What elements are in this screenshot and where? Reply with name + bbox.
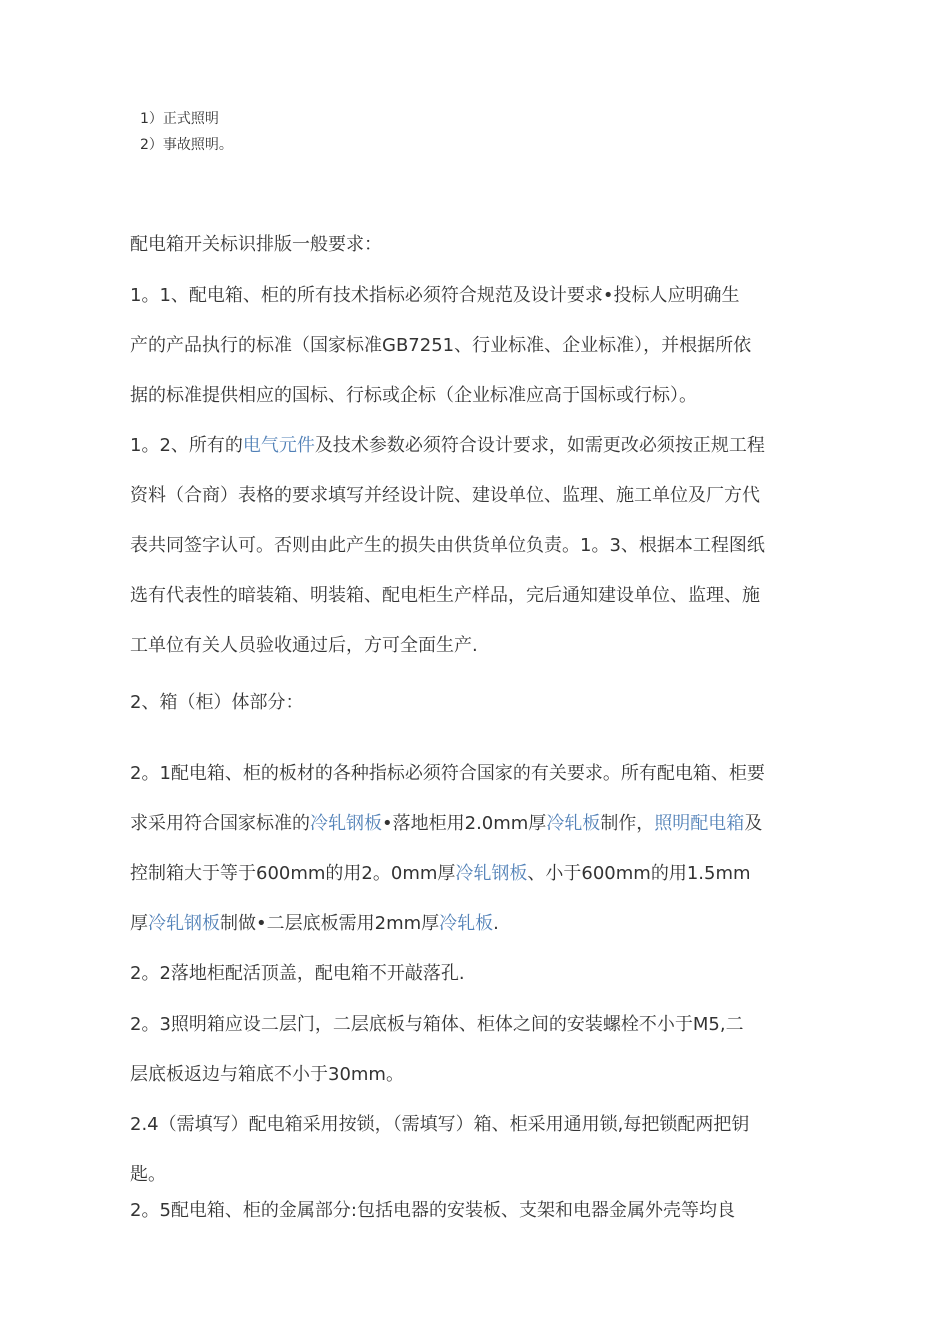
list-item: 1）正式照明 xyxy=(140,111,219,127)
text-line xyxy=(130,899,820,949)
section-heading: 2、箱（柜）体部分： xyxy=(130,692,304,713)
link-electrical-components[interactable]: 电气元件 xyxy=(242,435,315,456)
text-line: 表共同签字认可。否则由此产生的损失由供货单位负责。1。3、根据本工程图纸 xyxy=(130,535,765,556)
text-span: 厚 xyxy=(130,913,148,934)
link-lighting-distribution-box[interactable]: 照明配电箱 xyxy=(654,813,745,834)
text-line: 资料（合商）表格的要求填写并经设计院、建设单位、监理、施工单位及厂方代 xyxy=(130,485,760,506)
list-item: 2）事故照明。 xyxy=(140,137,233,153)
text-line: 工单位有关人员验收通过后，方可全面生产. xyxy=(130,635,478,656)
text-line: 匙。 xyxy=(130,1164,166,1185)
text-line: 2.4（需填写）配电箱采用按锁，（需填写）箱、柜采用通用锁,每把锁配两把钥 xyxy=(130,1114,750,1135)
text-line xyxy=(130,799,820,849)
link-cold-rolled-plate[interactable]: 冷轧板 xyxy=(439,913,494,934)
link-cold-rolled-steel[interactable]: 冷轧钢板 xyxy=(148,913,220,934)
text-span: 及 xyxy=(744,813,763,834)
section-heading: 配电箱开关标识排版一般要求： xyxy=(130,234,382,255)
text-span: 制作， xyxy=(600,813,655,834)
link-cold-rolled-steel[interactable]: 冷轧钢板 xyxy=(455,863,528,884)
text-span: 、小于600mm的用1.5mm xyxy=(527,863,751,884)
text-span: •落地柜用2.0mm厚 xyxy=(382,813,547,834)
text-line: 2。1配电箱、柜的板材的各种指标必须符合国家的有关要求。所有配电箱、柜要 xyxy=(130,763,765,784)
text-line xyxy=(130,849,820,899)
link-cold-rolled-plate[interactable]: 冷轧板 xyxy=(546,813,601,834)
paragraph-2-2: 2。2落地柜配活顶盖，配电箱不开敲落孔. xyxy=(130,963,465,984)
paragraph-2-5: 2。5配电箱、柜的金属部分:包括电器的安装板、支架和电器金属外壳等均良 xyxy=(130,1200,735,1221)
text-span: 1。2、所有的 xyxy=(130,435,243,456)
text-line: 2。3照明箱应设二层门，二层底板与箱体、柜体之间的安装螺栓不小于M5,二 xyxy=(130,1014,744,1035)
text-line: 据的标准提供相应的国标、行标或企标（企业标准应高于国标或行标）。 xyxy=(130,385,697,406)
text-line: 选有代表性的暗装箱、明装箱、配电柜生产样品，完后通知建设单位、监理、施 xyxy=(130,585,760,606)
lighting-list xyxy=(140,106,233,158)
text-span: 求采用符合国家标准的 xyxy=(130,813,310,834)
link-cold-rolled-steel[interactable]: 冷轧钢板 xyxy=(310,813,382,834)
text-span: 控制箱大于等于600mm的用2。0mm厚 xyxy=(130,863,456,884)
text-line: 产的产品执行的标准（国家标准GB7251、行业标准、企业标准），并根据所依 xyxy=(130,335,752,356)
text-span: 制做•二层底板需用2mm厚 xyxy=(220,913,440,934)
text-line: 1。1、配电箱、柜的所有技术指标必须符合规范及设计要求•投标人应明确生 xyxy=(130,285,740,306)
text-span: . xyxy=(493,913,499,934)
text-span: 及技术参数必须符合设计要求，如需更改必须按正规工程 xyxy=(314,435,765,456)
text-line xyxy=(130,421,820,471)
text-line: 层底板返边与箱底不小于30mm。 xyxy=(130,1064,404,1085)
